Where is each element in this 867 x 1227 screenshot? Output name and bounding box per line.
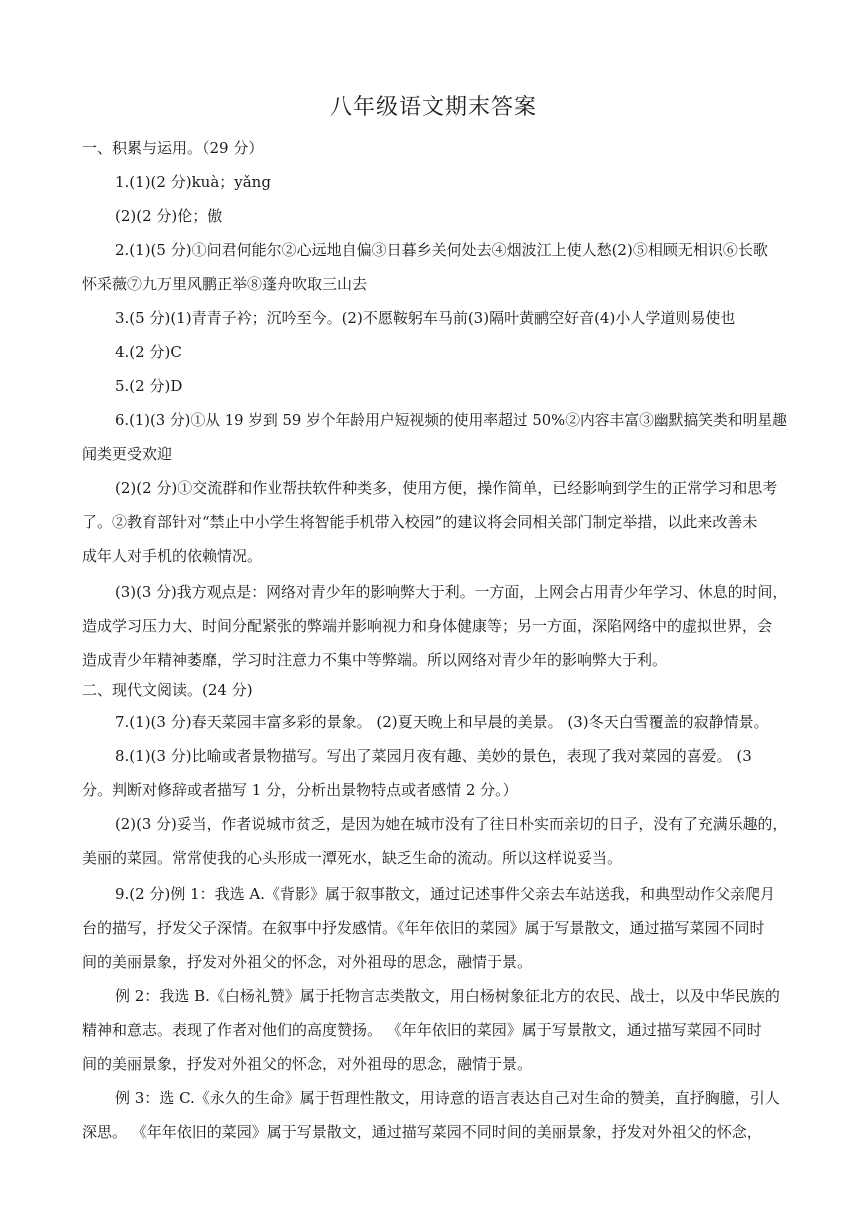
answer-line: 2.(1)(5 分)①问君何能尔②心远地自偏③日暮乡关何处去④烟波江上使人愁(2)⑤相顾无相识⑥长歌 — [115, 241, 768, 259]
answer-line: 台的描写，抒发父子深情。在叙事中抒发感情。《年年依旧的菜园》属于写景散文，通过描写菜园不同时 — [82, 919, 765, 937]
answer-line: (3)(3 分)我方观点是：网络对青少年的影响弊大于利。一方面，上网会占用青少年学习、休息的时间， — [115, 583, 788, 601]
answer-line: 9.(2 分)例 1：我选 A.《背影》属于叙事散文，通过记述事件父亲去车站送我，和典型动作父亲爬月 — [115, 885, 776, 903]
page-title: 八年级语文期末答案 — [329, 95, 537, 120]
answer-line: 间的美丽景象，抒发对外祖父的怀念，对外祖母的思念，融情于景。 — [82, 1055, 533, 1073]
answer-line: (2)(2 分)伦；傲 — [115, 207, 223, 225]
answer-line: 6.(1)(3 分)①从 19 岁到 59 岁个年龄用户短视频的使用率超过 50%②内容丰富③幽默搞笑类和明星趣 — [115, 411, 787, 429]
answer-line: (2)(2 分)①交流群和作业帮扶软件种类多，使用方便，操作简单，已经影响到学生的正常学习和思考 — [115, 479, 778, 497]
answer-line: (2)(3 分)妥当，作者说城市贫乏，是因为她在城市没有了往日朴实而亲切的日子，没有了充满乐趣的， — [115, 815, 788, 833]
answer-line: 4.(2 分)C — [115, 343, 182, 361]
answer-line: 1.(1)(2 分)kuà；yǎng — [115, 173, 271, 191]
answer-line: 分。判断对修辞或者描写 1 分，分析出景物特点或者感情 2 分。） — [82, 781, 518, 799]
answer-line: 成年人对手机的依赖情况。 — [82, 547, 263, 565]
answer-line: 美丽的菜园。常常使我的心头形成一潭死水，缺乏生命的流动。所以这样说妥当。 — [82, 849, 623, 867]
answer-line: 造成学习压力大、时间分配紧张的弊端并影响视力和身体健康等；另一方面，深陷网络中的虚拟世界，会 — [82, 617, 773, 635]
answer-line: 深思。 《年年依旧的菜园》属于写景散文，通过描写菜园不同时间的美丽景象，抒发对外祖父的怀念， — [82, 1123, 762, 1141]
answer-line: 精神和意志。表现了作者对他们的高度赞扬。 《年年依旧的菜园》属于写景散文，通过描写菜园不同时 — [82, 1021, 762, 1039]
section-heading: 一、积累与运用。（29 分） — [82, 139, 264, 157]
answer-line: 怀采薇⑦九万里风鹏正举⑧蓬舟吹取三山去 — [82, 275, 368, 293]
answer-line: 闻类更受欢迎 — [82, 445, 173, 463]
answer-line: 例 2：我选 B.《白杨礼赞》属于托物言志类散文，用白杨树象征北方的农民、战士，以及中华民族的 — [115, 987, 780, 1005]
section-heading: 二、现代文阅读。(24 分) — [82, 681, 253, 699]
answer-line: 造成青少年精神萎靡，学习时注意力不集中等弊端。所以网络对青少年的影响弊大于利。 — [82, 651, 668, 669]
answer-line: 例 3：选 C.《永久的生命》属于哲理性散文，用诗意的语言表达自己对生命的赞美，直抒胸臆，引人 — [115, 1089, 780, 1107]
answer-line: 5.(2 分)D — [115, 377, 183, 395]
answer-line: 3.(5 分)(1)青青子衿；沉吟至今。(2)不愿鞍躬车马前(3)隔叶黄鹂空好音(4)小人学道则易使也 — [115, 309, 736, 327]
answer-line: 间的美丽景象，抒发对外祖父的怀念，对外祖母的思念，融情于景。 — [82, 953, 533, 971]
answer-line: 7.(1)(3 分)春天菜园丰富多彩的景象。 (2)夏天晚上和早晨的美景。 (3)冬天白雪覆盖的寂静情景。 — [115, 713, 769, 731]
answer-line: 8.(1)(3 分)比喻或者景物描写。写出了菜园月夜有趣、美妙的景色，表现了我对菜园的喜爱。 (3 — [115, 747, 752, 765]
answer-line: 了。②教育部针对“禁止中小学生将智能手机带入校园”的建议将会同相关部门制定举措，以此来改善未 — [82, 513, 758, 531]
